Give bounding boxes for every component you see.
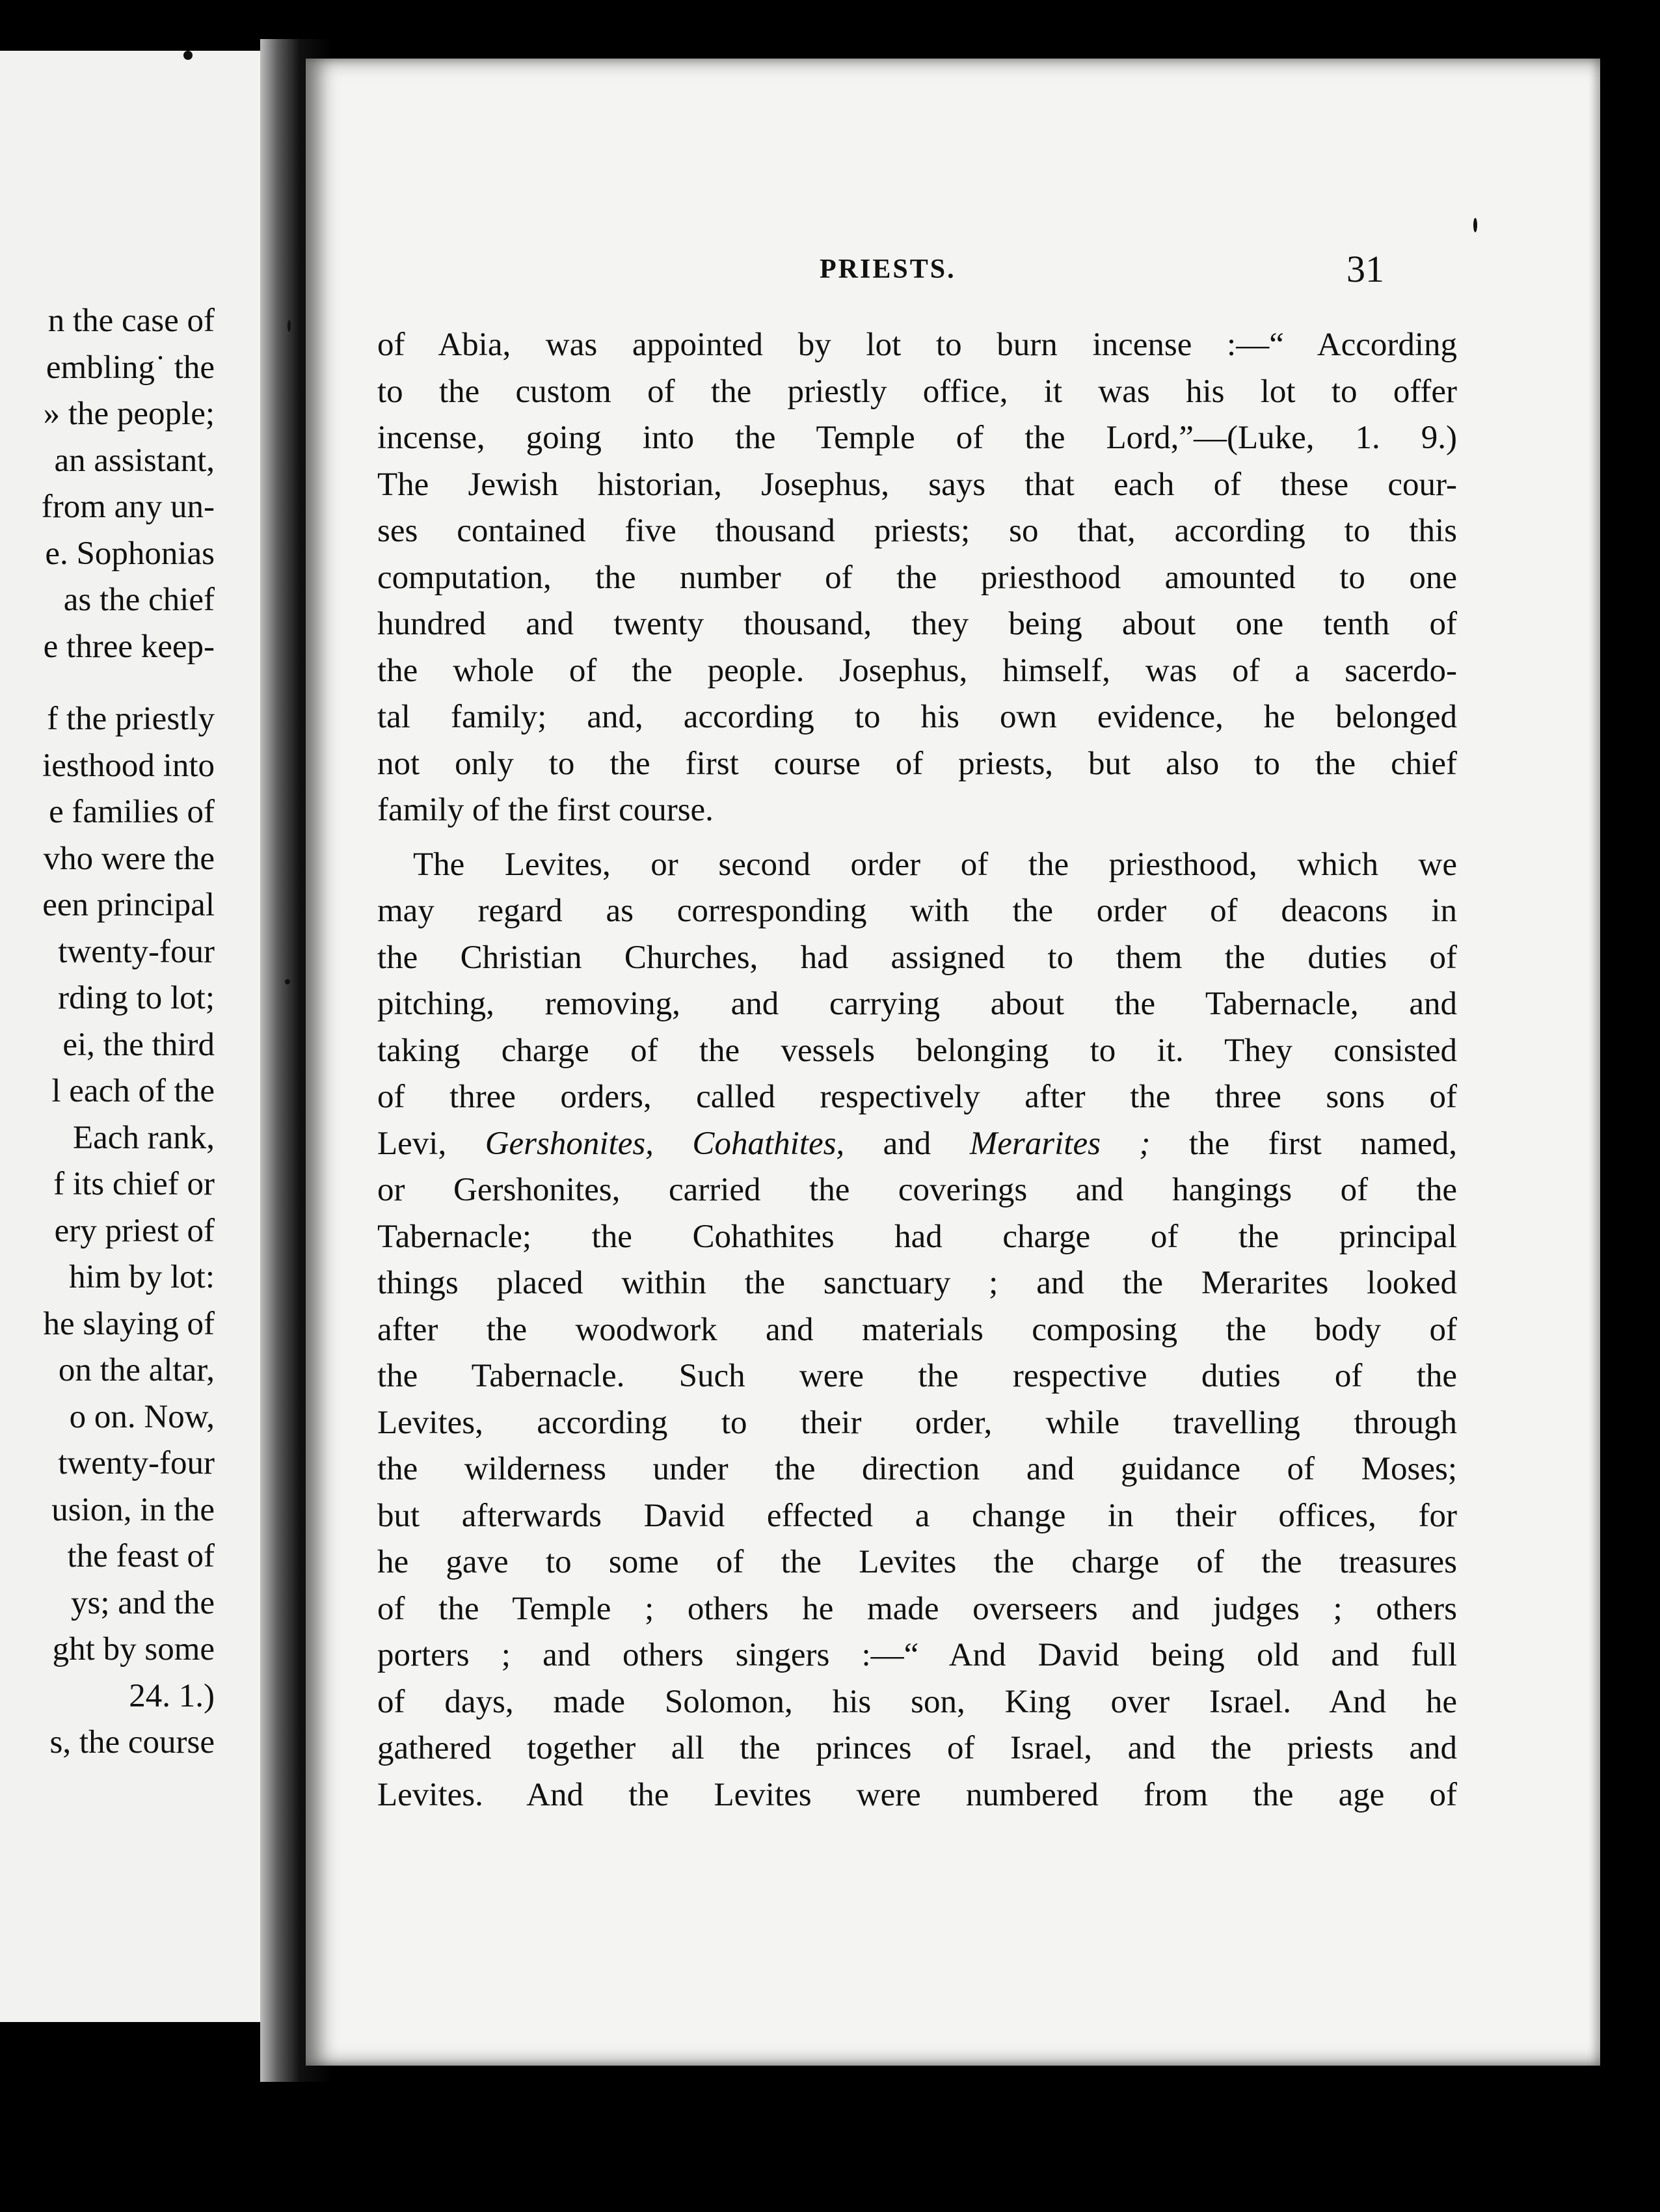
text-line: hundred and twenty thousand, they being about one tenth of	[377, 606, 1457, 642]
page-number: 31	[1346, 248, 1384, 290]
text-line: things placed within the sanctuary ; and the Merarites looked	[377, 1265, 1457, 1301]
left-line: iesthood into	[42, 747, 215, 784]
scan-speck	[183, 51, 193, 60]
text-line: pitching, removing, and carrying about the Tabernacle, and	[377, 986, 1457, 1022]
levi-and: and	[844, 1125, 970, 1162]
left-line: e. Sophonias	[45, 535, 215, 572]
text-line: he gave to some of the Levites the charge of the treasures	[377, 1544, 1457, 1580]
left-line: embling˙ the	[46, 349, 215, 386]
left-line: e families of	[49, 794, 215, 830]
left-line: vho were the	[43, 840, 215, 877]
text-line: porters ; and others singers :—“ And David being old and full	[377, 1637, 1457, 1673]
left-line: twenty-four	[58, 1445, 215, 1481]
text-line: after the woodwork and materials composing the body of	[377, 1311, 1457, 1348]
scan-speck	[1473, 218, 1477, 232]
paragraph-1	[377, 322, 1457, 834]
running-header	[306, 247, 1600, 299]
text-line: Levites. And the Levites were numbered from the age of	[377, 1776, 1457, 1813]
left-line: ery priest of	[54, 1212, 215, 1249]
text-line-levi	[377, 1121, 1457, 1168]
left-line: s, the course	[49, 1724, 215, 1760]
previous-page-text	[0, 298, 215, 1766]
italic-cohathites: Cohathites,	[692, 1125, 845, 1162]
text-line: gathered together all the princes of Israel, and the priests and	[377, 1730, 1457, 1766]
scan-speck	[288, 320, 291, 332]
text-line: of days, made Solomon, his son, King over Israel. And he	[377, 1683, 1457, 1720]
text-line: ses contained five thousand priests; so that, according to this	[377, 513, 1457, 549]
text-line: to the custom of the priestly office, it was his lot to offer	[377, 373, 1457, 410]
previous-page-fragment	[0, 51, 280, 2022]
text-line: the Tabernacle. Such were the respective duties of the	[377, 1358, 1457, 1394]
text-line: but afterwards David effected a change in their offices, for	[377, 1497, 1457, 1534]
left-line: o on. Now,	[69, 1398, 215, 1435]
left-line: » the people;	[43, 396, 215, 432]
left-line: on the altar,	[58, 1352, 215, 1388]
left-line: as the chief	[63, 582, 215, 618]
text-line: Tabernacle; the Cohathites had charge of the principal	[377, 1218, 1457, 1255]
left-line: twenty-four	[58, 933, 215, 970]
text-line: Levites, according to their order, while travelling through	[377, 1404, 1457, 1441]
text-line: family of the first course.	[377, 792, 714, 828]
text-line: not only to the first course of priests, but also to the chief	[377, 745, 1457, 782]
left-line: the feast of	[67, 1538, 215, 1574]
left-line: he slaying of	[43, 1305, 215, 1342]
left-line: Each rank,	[72, 1119, 215, 1156]
left-line: f its chief or	[53, 1166, 215, 1202]
left-line: l each of the	[51, 1073, 215, 1109]
text-line: of the Temple ; others he made overseers and judges ; others	[377, 1590, 1457, 1627]
text-line: tal family; and, according to his own evidence, he belonged	[377, 699, 1457, 735]
text-line: the whole of the people. Josephus, himself, was of a sacerdo-	[377, 652, 1457, 689]
text-line: the Christian Churches, had assigned to them the duties of	[377, 939, 1457, 976]
text-line: the wilderness under the direction and guidance of Moses;	[377, 1451, 1457, 1487]
left-line: from any un-	[41, 489, 215, 525]
body-text	[377, 322, 1457, 1818]
main-page	[306, 59, 1600, 2066]
italic-merarites: Merarites ;	[969, 1125, 1151, 1162]
left-line: f the priestly	[47, 701, 215, 737]
text-line: of three orders, called respectively after the three sons of	[377, 1079, 1457, 1115]
left-line: him by lot:	[69, 1259, 215, 1295]
text-line: The Levites, or second order of the priesthood, which we	[413, 846, 1457, 883]
text-line: may regard as corresponding with the order of deacons in	[377, 893, 1457, 929]
text-line: The Jewish historian, Josephus, says that each of these cour-	[377, 466, 1457, 503]
left-line: 24. 1.)	[129, 1677, 215, 1714]
text-line: taking charge of the vessels belonging to it. They consisted	[377, 1032, 1457, 1069]
left-line: an assistant,	[54, 442, 215, 479]
left-line: ys; and the	[71, 1584, 215, 1621]
running-title: PRIESTS.	[820, 254, 956, 284]
text-line: of Abia, was appointed by lot to burn incense :—“ According	[377, 327, 1457, 363]
italic-gershonites: Gershonites,	[485, 1125, 654, 1162]
left-line: rding to lot;	[58, 980, 215, 1016]
text-line: or Gershonites, carried the coverings and hangings of the	[377, 1172, 1457, 1208]
scan-speck	[285, 979, 290, 984]
text-line: incense, going into the Temple of the Lord,”—(Luke, 1. 9.)	[377, 420, 1457, 456]
left-line: e three keep-	[43, 628, 215, 665]
left-line: ght by some	[52, 1631, 215, 1667]
left-line: n the case of	[47, 303, 215, 339]
levi-end: the first named,	[1150, 1125, 1458, 1162]
left-line: ei, the third	[62, 1026, 215, 1063]
left-line: een principal	[42, 887, 215, 923]
levi-start: Levi,	[377, 1125, 485, 1162]
left-line: usion, in the	[51, 1491, 215, 1528]
paragraph-2	[377, 842, 1457, 1819]
text-line: computation, the number of the priesthood amounted to one	[377, 559, 1457, 596]
